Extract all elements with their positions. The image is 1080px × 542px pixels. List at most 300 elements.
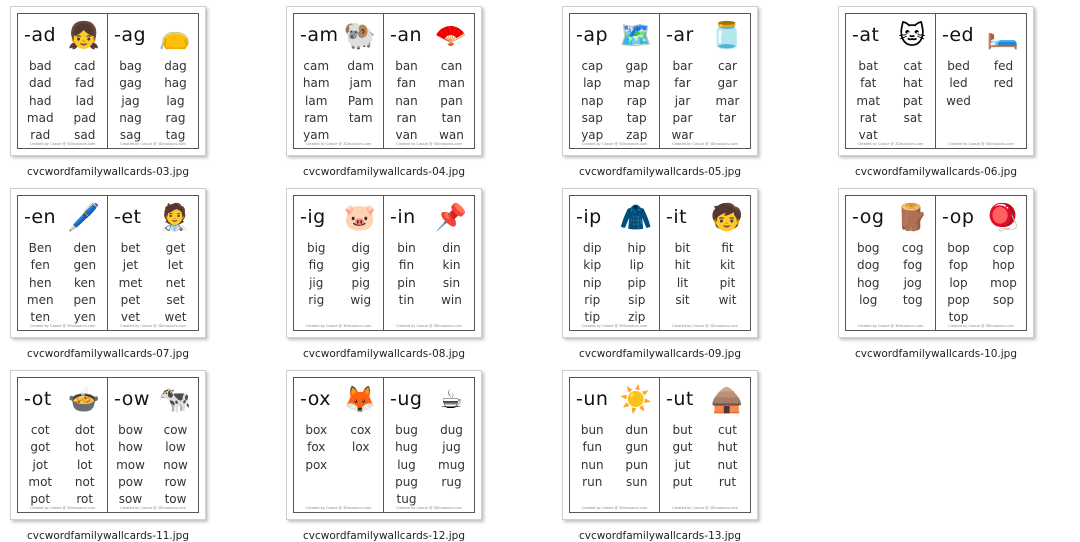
thumbnail-image[interactable] (286, 6, 482, 156)
word: hut (717, 440, 738, 455)
word: dig (351, 241, 371, 255)
word: hog (856, 275, 880, 290)
word-list (384, 422, 474, 508)
word: sow (118, 492, 143, 507)
sun-icon: ☀️ (619, 385, 653, 415)
word: map (623, 76, 651, 91)
word: had (28, 93, 52, 108)
word: led (949, 76, 968, 91)
pin-icon: 📌 (434, 203, 468, 233)
word: gen (73, 258, 97, 273)
family-label: -ow (114, 388, 150, 410)
word-list (294, 422, 383, 474)
word: tow (164, 492, 187, 507)
thumbnail-image[interactable] (10, 370, 206, 520)
word-family-panel (936, 14, 1026, 148)
word: sip (628, 292, 646, 307)
word: wit (718, 292, 737, 307)
word: nun (580, 457, 604, 472)
family-label: -am (300, 24, 339, 46)
word: fan (396, 76, 417, 91)
credit-text: Created by Cassie @ 3Dinosaurs.com (305, 506, 372, 510)
word: sop (992, 292, 1015, 307)
word-family-panel (846, 196, 936, 330)
word-list (660, 240, 750, 309)
family-label: -ox (300, 388, 331, 410)
thumbnail-image[interactable] (10, 6, 206, 156)
word: gar (717, 76, 738, 91)
word: let (167, 258, 184, 273)
word: bar (672, 59, 693, 73)
word: pit (719, 275, 736, 290)
word: dug (440, 423, 463, 437)
word: hag (164, 76, 187, 91)
word: set (166, 292, 185, 307)
word-family-panel (18, 378, 108, 512)
word-list (108, 58, 198, 144)
fox-icon: 🦊 (343, 385, 377, 415)
word-family-card (569, 377, 751, 513)
word: mow (116, 457, 145, 472)
word: gag (119, 76, 142, 91)
credit-text: Created by Cassie @ 3Dinosaurs.com (29, 506, 96, 510)
credit-text: Created by Cassie @ 3Dinosaurs.com (29, 142, 96, 146)
word: pan (440, 93, 463, 108)
word: net (165, 275, 186, 290)
cow-icon: 🐄 (158, 385, 192, 415)
word: ram (304, 110, 329, 125)
word: pox (305, 457, 328, 472)
word: pop (947, 292, 970, 307)
word-list (936, 240, 1026, 326)
word: cut (718, 423, 737, 437)
word: war (671, 128, 694, 143)
word-family-panel (108, 14, 198, 148)
word: kit (720, 258, 735, 273)
word-list (570, 422, 659, 491)
word-family-panel (294, 14, 384, 148)
credit-text: Created by Cassie @ 3Dinosaurs.com (581, 142, 648, 146)
word: log (859, 292, 878, 307)
word: red (993, 76, 1014, 91)
word-family-panel (570, 14, 660, 148)
word: rut (718, 474, 737, 489)
word: wet (164, 310, 187, 325)
file-name-label[interactable]: cvcwordfamilywallcards-05.jpg (578, 166, 742, 178)
word: mop (990, 275, 1017, 290)
word: lad (75, 93, 94, 108)
word-list (384, 58, 474, 144)
word: cow (163, 423, 188, 437)
thumbnail-image[interactable] (838, 6, 1034, 156)
word: sun (626, 474, 648, 489)
word: hop (992, 258, 1015, 273)
word: sin (442, 275, 461, 290)
word: cat (903, 59, 923, 73)
word: rap (626, 93, 647, 108)
word-list (846, 58, 935, 144)
word-family-panel (384, 196, 474, 330)
word: tog (902, 292, 923, 307)
word: pun (625, 457, 649, 472)
word: ham (302, 76, 330, 91)
word: tug (396, 492, 417, 507)
thumbnail-image[interactable] (286, 188, 482, 338)
word: fig (308, 258, 324, 273)
word: mar (715, 93, 740, 108)
family-label: -at (852, 24, 880, 46)
word: rag (165, 110, 186, 125)
word: can (440, 59, 463, 73)
word: big (306, 241, 326, 255)
word: Pam (347, 93, 374, 108)
word-family-panel (660, 196, 750, 330)
word: tin (398, 292, 415, 307)
word: jog (903, 275, 922, 290)
word: nut (717, 457, 738, 472)
word-family-card (569, 195, 751, 331)
word: rug (441, 474, 462, 489)
word: lit (676, 275, 689, 290)
word: lap (583, 76, 602, 91)
zipper-icon: 🧥 (619, 203, 653, 233)
word-family-panel (936, 196, 1026, 330)
word-family-card (17, 13, 199, 149)
credit-text: Created by Cassie @ 3Dinosaurs.com (672, 142, 738, 146)
word-list (108, 240, 198, 326)
word: fox (307, 440, 326, 455)
word: rig (308, 292, 325, 307)
word: jet (122, 258, 139, 273)
word: top (948, 310, 969, 325)
word-list (570, 240, 659, 326)
word: bed (947, 59, 970, 73)
credit-text: Created by Cassie @ 3Dinosaurs.com (120, 324, 186, 328)
pot-icon: 🍲 (67, 385, 101, 415)
word: hug (395, 440, 418, 455)
ram-icon: 🐏 (343, 21, 377, 51)
word: car (718, 59, 737, 73)
family-label: -ed (942, 24, 975, 46)
credit-text: Created by Cassie @ 3Dinosaurs.com (305, 324, 372, 328)
word: nap (580, 93, 604, 108)
word: rad (30, 128, 51, 143)
word: rat (859, 110, 877, 125)
word: yap (581, 128, 604, 143)
word: cam (303, 59, 330, 73)
word-family-panel (294, 378, 384, 512)
word: hit (674, 258, 691, 273)
word: bun (580, 423, 604, 437)
file-name-label[interactable]: cvcwordfamilywallcards-13.jpg (578, 530, 742, 542)
word-list (936, 58, 1026, 110)
word: mug (438, 457, 465, 472)
credit-text: Created by Cassie @ 3Dinosaurs.com (948, 142, 1014, 146)
thumbnail-image[interactable] (562, 6, 758, 156)
credit-text: Created by Cassie @ 3Dinosaurs.com (672, 324, 738, 328)
word: den (73, 241, 97, 255)
file-name-label[interactable]: cvcwordfamilywallcards-11.jpg (26, 530, 190, 542)
family-label: -ug (390, 388, 423, 410)
word: kin (442, 258, 461, 273)
word: how (118, 440, 143, 455)
word: sad (74, 128, 96, 143)
word-family-panel (384, 14, 474, 148)
word: bow (118, 423, 143, 437)
word: cad (73, 59, 96, 73)
word-list (660, 58, 750, 144)
word: kip (583, 258, 602, 273)
word-list (846, 240, 935, 309)
word: fun (582, 440, 602, 455)
word-family-panel (108, 378, 198, 512)
family-label: -ig (300, 206, 326, 228)
log-icon: 🪵 (895, 203, 929, 233)
word: gig (351, 258, 371, 273)
word: fad (75, 76, 95, 91)
word: jar (674, 93, 691, 108)
word: jig (309, 275, 324, 290)
credit-text: Created by Cassie @ 3Dinosaurs.com (396, 142, 462, 146)
word: cot (30, 423, 50, 437)
word: wan (439, 128, 464, 143)
word-list (18, 240, 107, 326)
pen-icon: 🖊️ (67, 203, 101, 233)
jar-icon: 🫙 (710, 21, 744, 51)
word: dam (347, 59, 375, 73)
word: jam (349, 76, 372, 91)
word: cox (350, 423, 372, 437)
family-label: -ag (114, 24, 147, 46)
word: rip (584, 292, 601, 307)
word (981, 93, 1026, 110)
word: bet (120, 241, 141, 255)
word-list (108, 422, 198, 508)
thumbnail-image[interactable] (286, 370, 482, 520)
word: dad (28, 76, 52, 91)
word: fen (30, 258, 50, 273)
family-label: -og (852, 206, 885, 228)
file-name-label[interactable]: cvcwordfamilywallcards-03.jpg (26, 166, 190, 178)
word-family-card (17, 195, 199, 331)
word-list (18, 422, 107, 508)
word: man (438, 76, 465, 91)
family-label: -ap (576, 24, 609, 46)
word-family-card (293, 13, 475, 149)
word-family-panel (18, 196, 108, 330)
word: mat (856, 93, 881, 108)
word: yen (73, 310, 96, 325)
word-family-card (569, 13, 751, 149)
word: but (672, 423, 693, 437)
word: pen (73, 292, 97, 307)
word: low (165, 440, 186, 455)
word-family-card (845, 13, 1027, 149)
word: pig (351, 275, 371, 290)
credit-text: Created by Cassie @ 3Dinosaurs.com (948, 324, 1014, 328)
word: ten (30, 310, 51, 325)
family-label: -en (24, 206, 57, 228)
thumbnail-image[interactable] (838, 188, 1034, 338)
word: dot (74, 423, 95, 437)
word: bug (395, 423, 418, 437)
thumbnail-image[interactable] (562, 370, 758, 520)
word: tan (441, 110, 462, 125)
word-family-panel (660, 378, 750, 512)
word: dog (856, 258, 880, 273)
word: lip (629, 258, 644, 273)
word: vat (858, 128, 878, 143)
file-name-label[interactable]: cvcwordfamilywallcards-10.jpg (854, 348, 1018, 360)
word: lop (949, 275, 968, 290)
family-label: -ot (24, 388, 52, 410)
family-label: -ad (24, 24, 57, 46)
credit-text: Created by Cassie @ 3Dinosaurs.com (120, 506, 186, 510)
word: run (582, 474, 603, 489)
bag-icon: 👝 (158, 21, 192, 51)
word-family-panel (18, 14, 108, 148)
word: bit (674, 241, 691, 255)
family-label: -ar (666, 24, 694, 46)
word-list (294, 240, 383, 309)
word: cop (992, 241, 1015, 255)
word: bag (119, 59, 142, 73)
word: hot (74, 440, 95, 455)
file-name-label[interactable]: cvcwordfamilywallcards-12.jpg (302, 530, 466, 542)
word: tam (348, 110, 373, 125)
word: sit (675, 292, 690, 307)
word: rot (76, 492, 94, 507)
word-list (294, 58, 383, 144)
file-name-label[interactable]: cvcwordfamilywallcards-07.jpg (26, 348, 190, 360)
word: put (672, 474, 693, 489)
word: jut (674, 457, 691, 472)
word: jot (32, 457, 48, 472)
word-family-panel (108, 196, 198, 330)
family-label: -un (576, 388, 609, 410)
credit-text: Created by Cassie @ 3Dinosaurs.com (396, 324, 462, 328)
word: box (305, 423, 328, 437)
word-family-panel (570, 378, 660, 512)
word-family-card (293, 377, 475, 513)
word-list (18, 58, 107, 144)
word: bat (858, 59, 879, 73)
word: men (26, 292, 54, 307)
word: gap (625, 59, 649, 73)
word: par (672, 110, 693, 125)
word: ken (73, 275, 96, 290)
word: sap (581, 110, 603, 125)
girl-icon: 👧 (67, 21, 101, 51)
word: fog (903, 258, 923, 273)
credit-text: Created by Cassie @ 3Dinosaurs.com (29, 324, 96, 328)
credit-text: Created by Cassie @ 3Dinosaurs.com (857, 324, 924, 328)
word: ban (395, 59, 418, 73)
family-label: -an (390, 24, 423, 46)
file-name-label[interactable]: cvcwordfamilywallcards-04.jpg (302, 166, 466, 178)
map-icon: 🗺️ (619, 21, 653, 51)
word: yam (303, 128, 330, 143)
word: win (441, 292, 462, 307)
word-family-panel (846, 14, 936, 148)
vet-icon: 🧑‍⚕️ (158, 203, 192, 233)
top-icon: 🪀 (986, 203, 1020, 233)
word: hen (28, 275, 52, 290)
word: wed (946, 93, 971, 108)
word: gut (672, 440, 693, 455)
file-name-label[interactable]: cvcwordfamilywallcards-06.jpg (854, 166, 1018, 178)
word-family-panel (294, 196, 384, 330)
word: row (164, 474, 187, 489)
word: fed (993, 59, 1014, 73)
word: cap (581, 59, 604, 73)
word: lug (397, 457, 416, 472)
word: fit (721, 241, 734, 255)
word: sat (903, 110, 922, 125)
file-name-label[interactable]: cvcwordfamilywallcards-08.jpg (302, 348, 466, 360)
word: tap (626, 110, 647, 125)
word: lag (166, 93, 185, 108)
word: hip (627, 241, 647, 255)
word: din (442, 241, 461, 255)
credit-text: Created by Cassie @ 3Dinosaurs.com (672, 506, 738, 510)
thumbnail-image[interactable] (10, 188, 206, 338)
word: jug (442, 440, 461, 455)
word: tag (165, 128, 186, 143)
word: lot (77, 457, 93, 472)
word: now (163, 457, 188, 472)
word-family-card (17, 377, 199, 513)
mug-icon: ☕ (439, 385, 463, 415)
family-label: -op (942, 206, 975, 228)
word: got (30, 440, 51, 455)
credit-text: Created by Cassie @ 3Dinosaurs.com (305, 142, 372, 146)
word: pat (902, 93, 923, 108)
family-label: -ip (576, 206, 602, 228)
thumbnail-image[interactable] (562, 188, 758, 338)
boy-sitting-icon: 🧒 (710, 203, 744, 233)
word: bop (947, 241, 970, 255)
word-family-panel (570, 196, 660, 330)
word: bin (397, 241, 416, 255)
family-label: -it (666, 206, 688, 228)
hut-icon: 🛖 (710, 385, 744, 415)
word: tar (719, 110, 736, 125)
word: pad (73, 110, 97, 125)
word: nan (395, 93, 418, 108)
word: lam (305, 93, 328, 108)
word: pip (627, 275, 647, 290)
word: zip (628, 310, 646, 325)
word: dag (164, 59, 187, 73)
word: dip (582, 241, 602, 255)
credit-text: Created by Cassie @ 3Dinosaurs.com (857, 142, 924, 146)
word: lox (352, 440, 370, 455)
word: nag (119, 110, 142, 125)
word: pot (30, 492, 51, 507)
word: fop (948, 258, 969, 273)
word: pug (395, 474, 418, 489)
word: zap (626, 128, 648, 143)
word: not (74, 474, 95, 489)
file-name-label[interactable]: cvcwordfamilywallcards-09.jpg (578, 348, 742, 360)
word: fat (860, 76, 877, 91)
pig-icon: 🐷 (343, 203, 377, 233)
bed-icon: 🛏️ (986, 21, 1020, 51)
credit-text: Created by Cassie @ 3Dinosaurs.com (120, 142, 186, 146)
word: ran (396, 110, 417, 125)
credit-text: Created by Cassie @ 3Dinosaurs.com (581, 324, 648, 328)
